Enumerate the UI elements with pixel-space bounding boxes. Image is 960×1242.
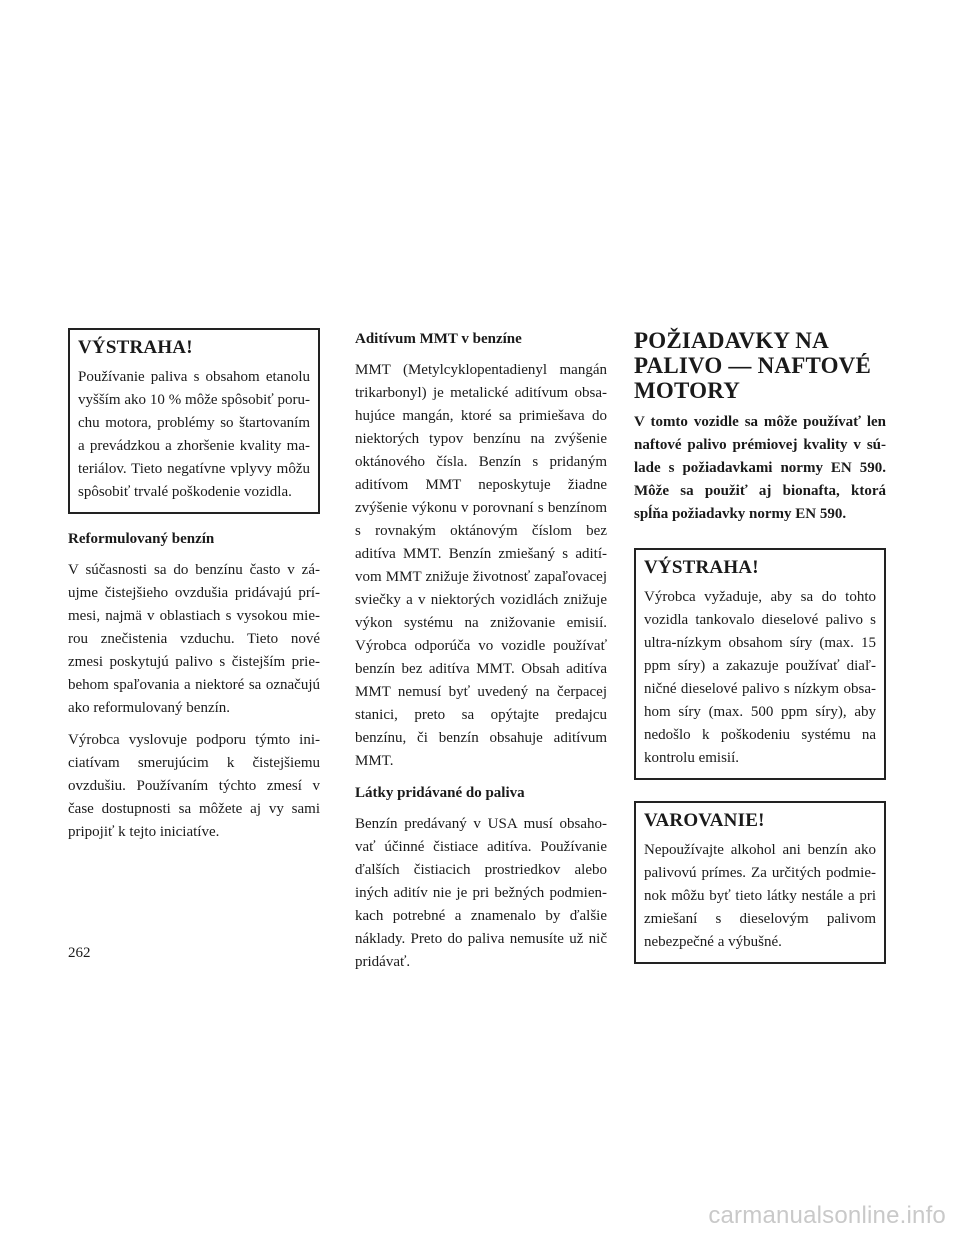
warning-box bbox=[634, 548, 886, 780]
lead-paragraph: V tomto vozidle sa môže používať len naftové palivo prémiovej kvality v súlade s požiadavkami normy EN 590. Môže sa použiť aj bionafta, ktorá spĺňa požiadavky normy EN 590. bbox=[634, 414, 886, 522]
column-right bbox=[634, 328, 886, 985]
warning-box bbox=[68, 328, 320, 514]
column-left bbox=[68, 328, 320, 853]
section-heading-reformulated: Reformulovaný benzín bbox=[68, 531, 215, 547]
page-number: 262 bbox=[68, 945, 91, 961]
warning-text: Používanie paliva s obsahom etanolu vyšším ako 10 % môže spôsobiť poruchu motora, problémy so štartovaním a prevádzkou a zhoršenie kvality materiálov. Tieto negatívne vplyvy môžu spôsobiť trvalé poškodenie vozidla. bbox=[78, 369, 310, 500]
section-title-diesel: POŽIADAVKY NA PALIVO — NAFTOVÉ MOTORY bbox=[634, 328, 872, 403]
warning-text: Výrobca vyžaduje, aby sa do tohto vozidla tankovalo dieselové palivo s ultra-nízkym obsahom síry (max. 15 ppm síry) a zakazuje používať diaľničné dieselové palivo s nízkym obsahom síry (max. 500 ppm síry), aby nedošlo k poškodeniu systému na kontrolu emisií. bbox=[644, 589, 876, 766]
caution-text: Nepoužívajte alkohol ani benzín ako palivovú prímes. Za určitých podmienok môžu byť tieto látky nestále a pri zmiešaní s dieselovým palivom nebezpečné a výbušné. bbox=[644, 842, 876, 950]
column-middle bbox=[355, 328, 607, 983]
paragraph: V súčasnosti sa do benzínu často v záujme čistejšieho ovzdušia pridávajú prímesi, najmä v oblastiach s vysokou mierou znečistenia vzduchu. Tieto nové zmesi poskytujú palivo s čistejším priebehom spaľovania a niektoré sa označujú ako reformulovaný benzín. bbox=[68, 562, 320, 716]
paragraph: MMT (Metylcyklopentadienyl mangán trikarbonyl) je metalické aditívum obsahujúce mangán, ktoré sa primiešava do niektorých typov benzínu na zvýšenie oktánového čísla. Benzín s pridaným aditívom MMT neposkytuje žiadne zvýšenie výkonu v porovnaní s benzínom s rovnakým oktánovým číslom bez aditíva MMT. Benzín zmiešaný s aditívom MMT znižuje životnosť zapaľovacej sviečky a v niektorých vozidlách znižuje výkon systému na znižovanie emisií. Výrobca odporúča vo vozidle používať benzín bez aditíva MMT. Obsah aditíva MMT nemusí byť uvedený na čerpacej stanici, preto sa opýtajte predajcu benzínu, či benzín obsahuje aditívum MMT. bbox=[355, 362, 607, 769]
warning-title: VÝSTRAHA! bbox=[78, 337, 193, 358]
caution-title: VAROVANIE! bbox=[644, 810, 765, 831]
section-heading-mmt: Aditívum MMT v benzíne bbox=[355, 331, 522, 347]
paragraph: Benzín predávaný v USA musí obsahovať účinné čistiace aditíva. Používanie ďalších čistiacich prostriedkov alebo iných aditív nie je pri bežných podmienkach potrebné a znamenalo by ďalšie náklady. Preto do paliva nemusíte už nič pridávať. bbox=[355, 816, 607, 970]
caution-box bbox=[634, 801, 886, 964]
section-heading-additives: Látky pridávané do paliva bbox=[355, 785, 525, 801]
watermark: carmanualsonline.info bbox=[708, 1202, 946, 1229]
warning-title: VÝSTRAHA! bbox=[644, 557, 759, 578]
paragraph: Výrobca vyslovuje podporu týmto iniciatívam smerujúcim k čistejšiemu ovzdušiu. Používaním týchto zmesí v čase dostupnosti sa môžete aj vy sami pripojiť k tejto iniciatíve. bbox=[68, 732, 320, 840]
